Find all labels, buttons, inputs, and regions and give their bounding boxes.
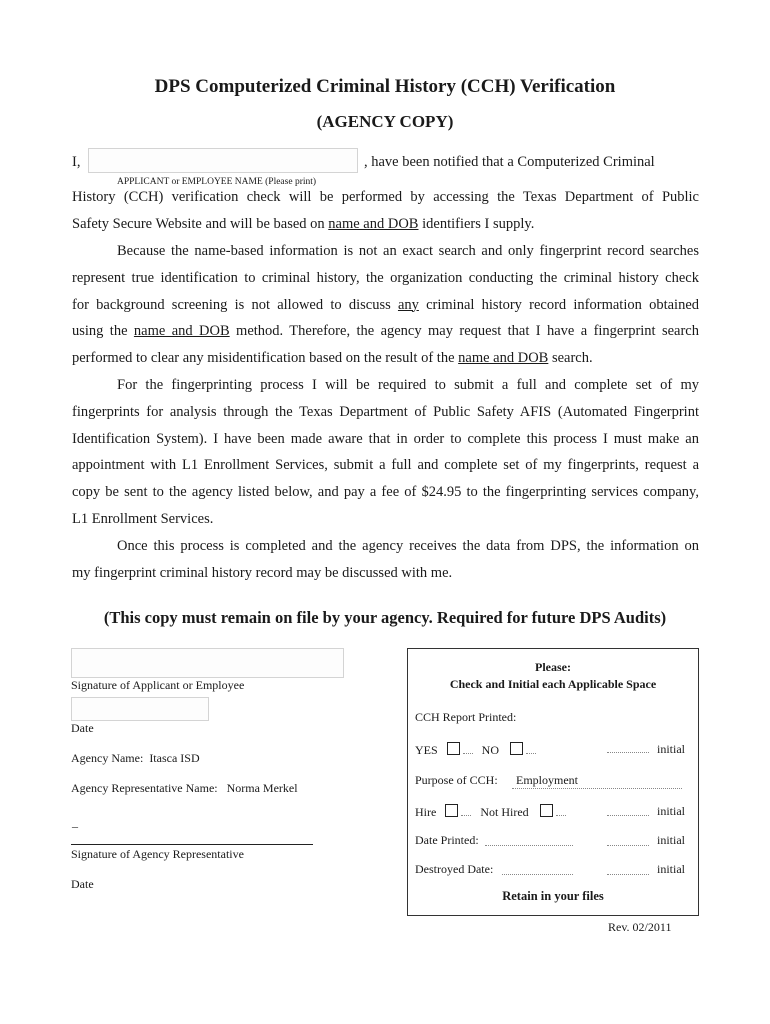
agency-name-label: Agency Name: — [71, 751, 144, 765]
p2-line-1: Because the name-based information is not an exact search and only fingerprint record searches — [117, 243, 699, 259]
p2-line-5-underlined: name and DOB — [458, 350, 549, 367]
hire-dotline — [461, 815, 471, 816]
checklist-box — [407, 648, 699, 916]
destroyed-date-label: Destroyed Date: — [415, 862, 494, 876]
yes-no-initial-label: initial — [657, 742, 685, 756]
agency-rep-label: Agency Representative Name: — [71, 781, 218, 795]
p2-line-5 — [72, 345, 699, 372]
document-subtitle: (AGENCY COPY) — [316, 112, 454, 131]
applicant-name-field[interactable] — [88, 148, 358, 173]
yes-checkbox[interactable] — [447, 742, 460, 755]
hire-initial-label: initial — [657, 804, 685, 818]
agency-rep-row — [71, 781, 298, 796]
no-checkbox[interactable] — [510, 742, 523, 755]
yes-no-initial-line[interactable] — [607, 752, 649, 753]
box-please: Please: — [535, 660, 571, 674]
date-printed-initial-line[interactable] — [607, 845, 649, 846]
rep-date-label: Date — [71, 877, 94, 891]
agency-name-row — [71, 751, 200, 766]
p2-line-3a: for background screening is not allowed to discuss — [72, 296, 398, 313]
rep-signature-line[interactable] — [71, 844, 313, 845]
hire-label: Hire — [415, 805, 437, 819]
agency-name-value: Itasca ISD — [149, 751, 200, 765]
intro-line-3a: Safety Secure Website and will be based on — [72, 215, 329, 232]
p2-line-2: represent true identification to criminal history, the organization conducting the criminal history check — [72, 269, 699, 286]
p3-line-3: Identification System). I have been made aware that in order to complete this process I must make an — [72, 430, 699, 447]
intro-suffix: , have been notified that a Computerized Criminal — [364, 154, 655, 170]
intro-paragraph — [72, 184, 699, 238]
p2-line-4b: method. Therefore, the agency may request that I have a fingerprint search — [229, 323, 699, 340]
p3-line-2: fingerprints for analysis through the Texas Department of Public Safety AFIS (Automated Fingerprint — [72, 403, 699, 420]
box-instruction: Check and Initial each Applicable Space — [449, 677, 657, 691]
p2-line-4-underlined: name and DOB — [133, 323, 230, 340]
destroyed-date-line[interactable] — [502, 874, 573, 875]
p4-line-2: my fingerprint criminal history record may be discussed with me. — [72, 564, 453, 581]
hire-row — [415, 804, 566, 820]
p4-line-1: Once this process is completed and the agency receives the data from DPS, the information on — [117, 538, 699, 554]
no-dotline — [526, 753, 536, 754]
yes-dotline — [463, 753, 473, 754]
audit-notice: (This copy must remain on file by your agency. Required for future DPS Audits) — [103, 608, 667, 627]
paragraph-fingerprinting — [72, 372, 699, 533]
rep-signature-label: Signature of Agency Representative — [71, 847, 244, 861]
retain-note: Retain in your files — [502, 889, 604, 903]
applicant-signature-field[interactable] — [71, 648, 344, 678]
p2-line-4 — [72, 318, 699, 345]
p2-line-3-underlined: any — [397, 296, 419, 313]
yes-no-row — [415, 742, 536, 758]
no-label: NO — [481, 743, 500, 757]
p3-line-4: appointment with L1 Enrollment Services, submit a full and complete set of my fingerprints, request a — [72, 457, 699, 474]
agency-rep-value: Norma Merkel — [226, 781, 298, 795]
intro-line-3 — [72, 211, 699, 238]
date-printed-label: Date Printed: — [415, 833, 479, 847]
intro-line-3-underlined: name and DOB — [328, 215, 419, 232]
paragraph-name-based — [72, 238, 699, 372]
hire-checkbox[interactable] — [445, 804, 458, 817]
purpose-label: Purpose of CCH: — [415, 773, 498, 787]
purpose-value[interactable]: Employment — [512, 773, 682, 789]
p2-line-4a: using the — [72, 323, 134, 340]
p2-line-5a: performed to clear any misidentification based on the result of the — [72, 350, 459, 367]
not-hired-label: Not Hired — [480, 805, 529, 819]
p3-line-5: copy be sent to the agency listed below, and pay a fee of $24.95 to the fingerprinting services company, — [72, 484, 699, 501]
destroyed-initial-label: initial — [657, 862, 685, 876]
p2-line-3 — [72, 292, 699, 319]
p3-line-6: L1 Enrollment Services. — [72, 510, 214, 527]
hire-initial-line[interactable] — [607, 815, 649, 816]
not-hired-dotline — [556, 815, 566, 816]
applicant-signature-label: Signature of Applicant or Employee — [71, 678, 245, 692]
intro-prefix: I, — [72, 154, 81, 170]
intro-line-2: History (CCH) verification check will be performed by accessing the Texas Department of Public — [72, 189, 699, 205]
cch-report-printed-label: CCH Report Printed: — [415, 710, 517, 724]
yes-label: YES — [415, 743, 438, 757]
p2-line-5b: search. — [548, 350, 593, 367]
revision-label: Rev. 02/2011 — [608, 920, 672, 934]
intro-line-3b: identifiers I supply. — [418, 215, 535, 232]
p2-line-3b: criminal history record information obtained — [418, 296, 699, 313]
paragraph-completion — [72, 533, 699, 587]
applicant-date-label: Date — [71, 721, 94, 735]
applicant-name-caption: APPLICANT or EMPLOYEE NAME (Please print) — [117, 177, 317, 187]
destroyed-initial-line[interactable] — [607, 874, 649, 875]
not-hired-checkbox[interactable] — [540, 804, 553, 817]
p3-line-1: For the fingerprinting process I will be required to submit a full and complete set of my — [117, 377, 699, 393]
date-printed-initial-label: initial — [657, 833, 685, 847]
document-title: DPS Computerized Criminal History (CCH) Verification — [154, 76, 616, 97]
applicant-date-field[interactable] — [71, 697, 209, 721]
rep-signature-mark: _ — [72, 815, 78, 829]
date-printed-line[interactable] — [485, 845, 573, 846]
